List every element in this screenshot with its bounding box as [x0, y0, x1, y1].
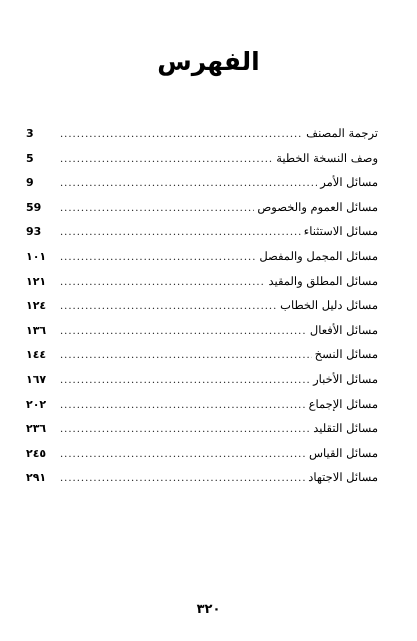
page-number: ٣٢٠	[196, 602, 221, 617]
dot-leader	[60, 126, 303, 144]
dot-leader	[60, 298, 277, 316]
toc-entry-page: ٢٩١	[26, 471, 47, 485]
dot-leader	[60, 421, 310, 439]
toc-entry-page: 5	[26, 151, 34, 165]
toc-entry-title: مسائل التقليد	[313, 421, 378, 436]
toc-entry	[26, 345, 378, 370]
toc-entry	[26, 149, 378, 174]
toc-entry-page: ١٢١	[26, 274, 47, 288]
dot-leader	[60, 151, 273, 169]
dot-leader	[60, 470, 305, 488]
toc-entry-title: مسائل الأمر	[320, 175, 378, 190]
toc-entry	[26, 198, 378, 223]
toc-entry-page: 9	[26, 176, 34, 190]
toc-entry-title: مسائل دليل الخطاب	[280, 298, 378, 313]
toc-entry-title: مسائل المجمل والمفصل	[259, 248, 378, 263]
toc-entry-title: مسائل الأفعال	[309, 322, 378, 337]
toc-entry-page: 3	[26, 127, 34, 140]
toc-entry-page: ١٠١	[26, 249, 47, 263]
toc-entry-title: ترجمة المصنف	[306, 126, 378, 140]
toc-entry-page: ١٣٦	[26, 323, 47, 337]
toc-entry-title: مسائل النسخ	[314, 347, 378, 362]
dot-leader	[60, 347, 312, 365]
toc-entry	[26, 296, 378, 321]
toc-entry	[26, 468, 378, 493]
toc-entry-title: مسائل العموم والخصوص	[257, 199, 378, 214]
dot-leader	[60, 224, 301, 242]
toc-entry	[26, 272, 378, 297]
dot-leader	[60, 200, 254, 218]
toc-entry-page: ٢٣٦	[26, 422, 47, 436]
toc-entry-title: مسائل القياس	[308, 445, 378, 460]
dot-leader	[60, 249, 256, 267]
dot-leader	[60, 175, 317, 193]
dot-leader	[60, 274, 265, 292]
toc-entry	[26, 419, 378, 444]
toc-entry-page: ٢٠٢	[26, 397, 47, 411]
toc-entry	[26, 222, 378, 247]
toc-entry-title: مسائل الاستثناء	[303, 224, 378, 239]
toc-entry-page: ١٦٧	[26, 372, 47, 386]
dot-leader	[60, 372, 310, 390]
toc-entry-page: 59	[26, 200, 42, 214]
table-of-contents	[26, 124, 378, 493]
toc-entry	[26, 124, 378, 149]
toc-entry	[26, 247, 378, 272]
dot-leader	[60, 446, 306, 464]
toc-entry-title: مسائل الاجتهاد	[308, 470, 378, 485]
toc-entry	[26, 444, 378, 469]
dot-leader	[60, 397, 306, 415]
toc-entry-page: ١٢٤	[26, 299, 47, 313]
toc-entry	[26, 321, 378, 346]
toc-entry-page: ٢٤٥	[26, 446, 47, 460]
toc-entry-title: مسائل المطلق والمقيد	[268, 273, 378, 288]
dot-leader	[60, 323, 307, 341]
toc-entry-title: مسائل الأخبار	[313, 371, 378, 386]
toc-entry	[26, 370, 378, 395]
toc-entry-page: 93	[26, 225, 42, 239]
toc-entry	[26, 173, 378, 198]
toc-entry-page: ١٤٤	[26, 348, 47, 362]
toc-entry-title: وصف النسخة الخطية	[276, 150, 378, 165]
toc-entry	[26, 395, 378, 420]
toc-entry-title: مسائل الإجماع	[308, 396, 378, 411]
page-title: الفهرس	[157, 47, 260, 76]
